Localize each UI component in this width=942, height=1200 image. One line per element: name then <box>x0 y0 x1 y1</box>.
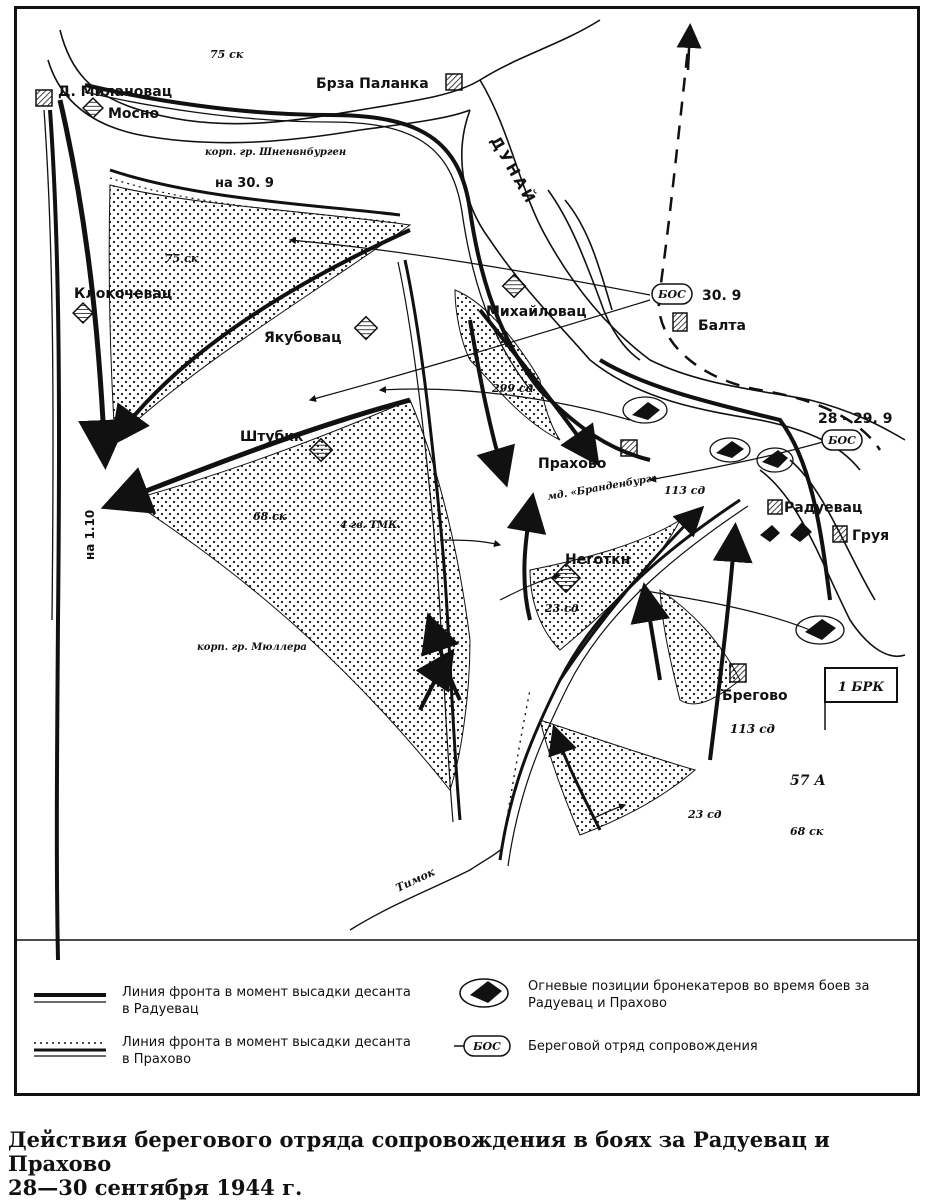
label-na-1-10: на 1.10 <box>83 509 97 560</box>
legend-item-boat-positions: Огневые позиции бронекатеров во время боев за Радуевац и Прахово <box>528 979 870 1011</box>
timok-river <box>350 850 500 930</box>
label-sd113-bot: 113 сд <box>730 722 775 736</box>
bos-label-1: БОС <box>658 288 686 301</box>
label-prahovo: Прахово <box>538 456 607 472</box>
label-shtubik: Штубкк <box>240 429 304 445</box>
label-sk75-top: 75 ск <box>210 48 244 61</box>
label-yakubovac: Якубовац <box>264 330 342 346</box>
label-a57: 57 А <box>790 773 826 789</box>
label-danube: ДУНАЙ <box>486 133 541 209</box>
map-caption <box>8 1128 934 1200</box>
label-tmk4: 4 гв. ТМК. <box>340 520 401 531</box>
legend-item-bos: Береговой отряд сопровождения <box>528 1039 758 1054</box>
brk-flag <box>825 668 897 730</box>
caption-line-1: Действия берегового отряда сопровождения в боях за Радуевац и Прахово <box>8 1127 830 1176</box>
label-28-29-9: 28 - 29. 9 <box>818 411 893 427</box>
label-na-30-9: на 30. 9 <box>215 176 274 191</box>
label-raduevac: Радуевац <box>784 500 863 516</box>
caption-line-2: 28—30 сентября 1944 г. <box>8 1175 303 1200</box>
legend-item-raduevac: Линия фронта в момент высадки десанта в Радуевац <box>122 985 411 1017</box>
label-sk68-bot: 68 ск <box>790 825 824 838</box>
label-korp-shenkenburgen: корп. гр. Шненвнбурген <box>205 147 347 158</box>
label-sk68-mid: 68 ск <box>253 510 287 523</box>
label-30-9: 30. 9 <box>702 288 742 304</box>
boat-track <box>659 30 880 450</box>
label-timok: Тимок <box>393 865 437 895</box>
label-d-milanovac: Д. Милановац <box>58 84 173 100</box>
legend-item-prahovo: Линия фронта в момент высадки десанта в Прахово <box>122 1035 411 1067</box>
label-brandenburg: мд. «Бранденбург» <box>546 472 659 503</box>
label-brza-palanka: Брза Паланка <box>316 76 429 92</box>
label-gruya: Груя <box>852 528 890 544</box>
label-korp-muller: корп. гр. Мюллера <box>197 642 307 653</box>
brk-label: 1 БРК <box>837 680 885 695</box>
legend-bos-label: БОС <box>473 1040 501 1053</box>
label-negotin: Неготкн <box>565 552 631 568</box>
label-sd23-bot: 23 сд <box>688 808 722 821</box>
label-mosno: Мосно <box>108 106 160 122</box>
label-sd299: 299 сд <box>492 382 534 395</box>
label-balta: Балта <box>698 318 746 334</box>
label-sd23-mid: 23 сд <box>545 602 579 615</box>
label-sd113-top: 113 сд <box>664 484 706 497</box>
stippled-zones <box>109 185 740 835</box>
label-sk75-mid: 75 ск <box>165 252 199 265</box>
label-bregovo: Брегово <box>722 688 788 704</box>
label-mihajlovac: Михайловац <box>486 304 587 320</box>
place-labels <box>58 76 889 704</box>
label-klokochevac: Клокочевац <box>74 286 173 302</box>
bos-label-2: БОС <box>828 434 856 447</box>
